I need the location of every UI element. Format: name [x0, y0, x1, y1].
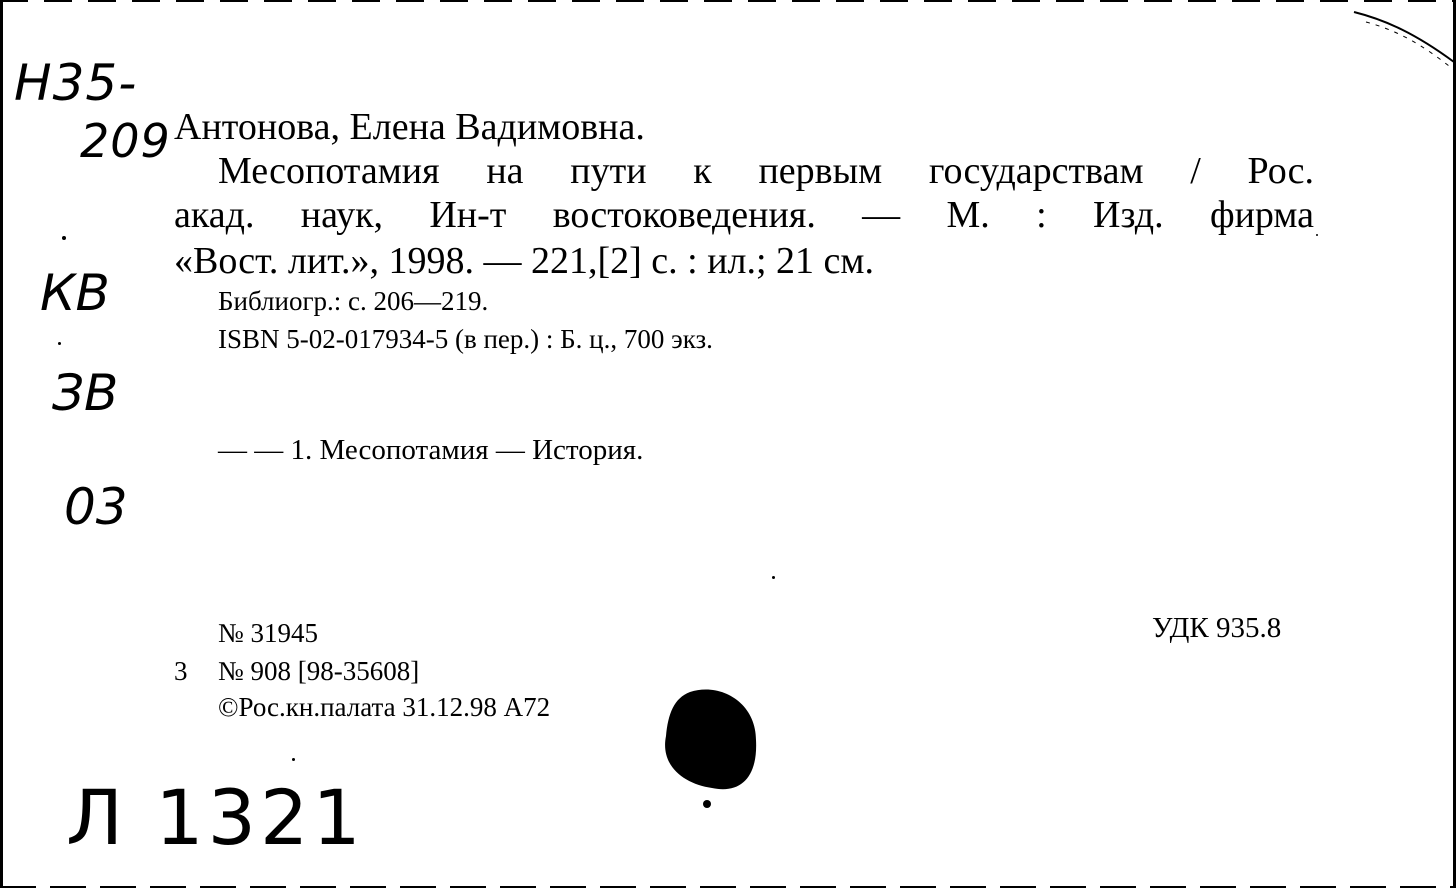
handwritten-call-number-line2: 209: [80, 114, 171, 168]
scan-edge-top: [0, 0, 1456, 2]
record-title-line3: «Вост. лит.», 1998. — 221,[2] с. : ил.; 21 см.: [174, 240, 874, 282]
record-number-1: № 31945: [218, 618, 319, 648]
record-author: Антонова, Елена Вадимовна.: [174, 106, 645, 148]
record-bibliography: Библиогр.: с. 206—219.: [218, 286, 489, 316]
scan-speck: [772, 576, 775, 579]
handwritten-mark-zv: ЗВ: [52, 364, 119, 422]
record-subject-heading: — — 1. Месопотамия — История.: [218, 434, 644, 466]
scan-speck: [58, 342, 61, 345]
handwritten-mark-03: 03: [64, 478, 128, 536]
book-chamber-line: ©Рос.кн.палата 31.12.98 А72: [218, 692, 551, 722]
scan-speck: [292, 758, 295, 761]
ink-blot: [660, 684, 770, 814]
scan-speck: [62, 236, 66, 240]
handwritten-call-number-line1: Н35-: [14, 54, 138, 112]
record-isbn: ISBN 5-02-017934-5 (в пер.) : Б. ц., 700 экз.: [218, 324, 713, 354]
record-title-line2: акад. наук, Ин-т востоковедения. — М. : Изд. фирма: [174, 194, 1314, 236]
record-index: 3: [174, 656, 188, 686]
handwritten-mark-kv: КВ: [40, 264, 110, 322]
record-number-2: № 908 [98-35608]: [218, 656, 420, 686]
udk-code: УДК 935.8: [1152, 612, 1282, 644]
scan-corner-mark: [1346, 0, 1456, 80]
scan-speck: [1316, 234, 1318, 236]
record-title-line1: Месопотамия на пути к первым государствам / Рос.: [218, 150, 1314, 192]
scan-edge-left: [0, 0, 3, 888]
handwritten-inventory-number: Л 1321: [66, 773, 365, 862]
